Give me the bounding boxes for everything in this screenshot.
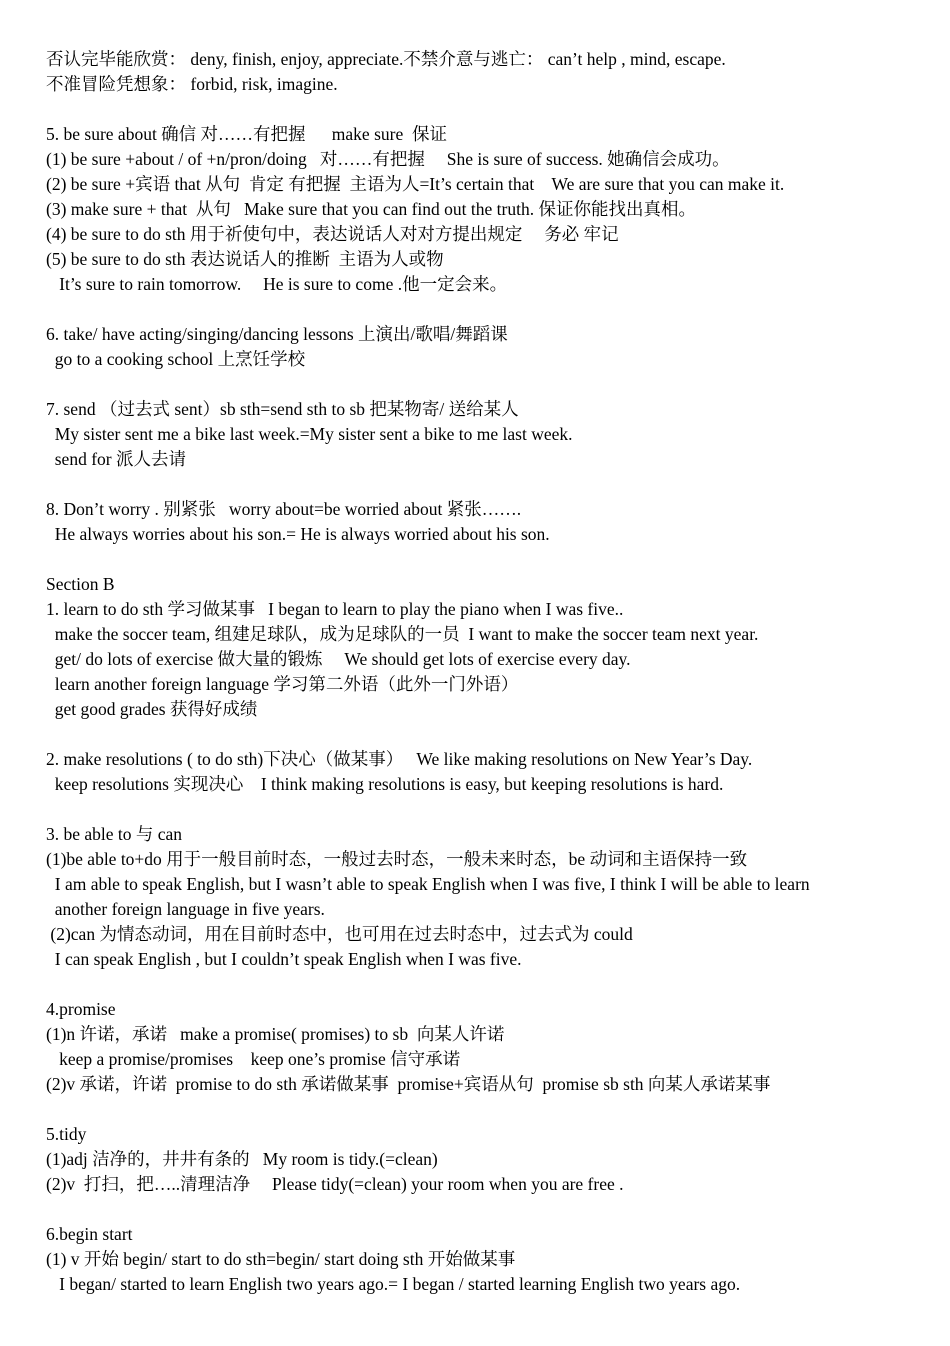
text-line: 8. Don’t worry . 别紧张 worry about=be worried about 紧张……. — [46, 499, 522, 519]
text-line: 7. send （过去式 sent）sb sth=send sth to sb 把某物寄/ 送给某人 — [46, 399, 519, 419]
text-line: get good grades 获得好成绩 — [46, 699, 258, 719]
text-line: 5. be sure about 确信 对……有把握 make sure 保证 — [46, 124, 447, 144]
text-line: (2)can 为情态动词，用在目前时态中，也可用在过去时态中，过去式为 could — [46, 924, 633, 944]
document-body — [46, 47, 936, 1297]
text-line: 6. take/ have acting/singing/dancing lessons 上演出/歌唱/舞蹈课 — [46, 324, 508, 344]
text-line: My sister sent me a bike last week.=My sister sent a bike to me last week. — [46, 424, 573, 444]
blank-line — [46, 547, 936, 572]
text-line: Section B — [46, 574, 115, 594]
text-line: send for 派人去请 — [46, 449, 186, 469]
text-line: go to a cooking school 上烹饪学校 — [46, 349, 306, 369]
text-line: 4.promise — [46, 999, 116, 1019]
text-line: (4) be sure to do sth 用于祈使句中，表达说话人对对方提出规定 务必 牢记 — [46, 224, 619, 244]
text-line: It’s sure to rain tomorrow. He is sure to come .他一定会来。 — [46, 274, 508, 294]
text-line: 否认完毕能欣赏： deny, finish, enjoy, appreciate.不禁介意与逃亡： can’t help , mind, escape. — [46, 49, 726, 69]
text-line: (3) make sure + that 从句 Make sure that you can find out the truth. 保证你能找出真相。 — [46, 199, 696, 219]
text-line: He always worries about his son.= He is always worried about his son. — [46, 524, 550, 544]
text-line: (2)v 打扫，把…..清理洁净 Please tidy(=clean) your room when you are free . — [46, 1174, 624, 1194]
text-line: I began/ started to learn English two years ago.= I began / started learning English two years ago. — [46, 1274, 741, 1294]
text-line: another foreign language in five years. — [46, 899, 325, 919]
text-line: (2) be sure +宾语 that 从句 肯定 有把握 主语为人=It’s certain that We are sure that you can make it. — [46, 174, 785, 194]
text-line: learn another foreign language 学习第二外语（此外一门外语） — [46, 674, 519, 694]
text-line: I can speak English , but I couldn’t speak English when I was five. — [46, 949, 522, 969]
text-line: 2. make resolutions ( to do sth)下决心（做某事） We like making resolutions on New Year’s Day. — [46, 749, 753, 769]
blank-line — [46, 1097, 936, 1122]
blank-line — [46, 297, 936, 322]
text-line: make the soccer team, 组建足球队，成为足球队的一员 I want to make the soccer team next year. — [46, 624, 759, 644]
text-line: 6.begin start — [46, 1224, 133, 1244]
blank-line — [46, 972, 936, 997]
text-line: (1)be able to+do 用于一般目前时态，一般过去时态，一般未来时态，be 动词和主语保持一致 — [46, 849, 748, 869]
text-line: 5.tidy — [46, 1124, 87, 1144]
text-line: get/ do lots of exercise 做大量的锻炼 We should get lots of exercise every day. — [46, 649, 631, 669]
blank-line — [46, 1197, 936, 1222]
text-line: 1. learn to do sth 学习做某事 I began to learn to play the piano when I was five.. — [46, 599, 624, 619]
text-line: 不准冒险凭想象： forbid, risk, imagine. — [46, 74, 338, 94]
text-line: 3. be able to 与 can — [46, 824, 183, 844]
blank-line — [46, 797, 936, 822]
text-line: (2)v 承诺，许诺 promise to do sth 承诺做某事 promise+宾语从句 promise sb sth 向某人承诺某事 — [46, 1074, 771, 1094]
blank-line — [46, 472, 936, 497]
text-line: (1)n 许诺，承诺 make a promise( promises) to sb 向某人许诺 — [46, 1024, 505, 1044]
text-line: (1) be sure +about / of +n/pron/doing 对……有把握 She is sure of success. 她确信会成功。 — [46, 149, 730, 169]
text-line: I am able to speak English, but I wasn’t able to speak English when I was five, I think I will be able to learn — [46, 874, 810, 894]
text-line: keep a promise/promises keep one’s promise 信守承诺 — [46, 1049, 461, 1069]
text-line: (1) v 开始 begin/ start to do sth=begin/ start doing sth 开始做某事 — [46, 1249, 516, 1269]
blank-line — [46, 372, 936, 397]
blank-line — [46, 97, 936, 122]
text-line: (1)adj 洁净的，井井有条的 My room is tidy.(=clean) — [46, 1149, 438, 1169]
blank-line — [46, 722, 936, 747]
text-line: keep resolutions 实现决心 I think making resolutions is easy, but keeping resolutions is hard. — [46, 774, 724, 794]
text-line: (5) be sure to do sth 表达说话人的推断 主语为人或物 — [46, 249, 444, 269]
